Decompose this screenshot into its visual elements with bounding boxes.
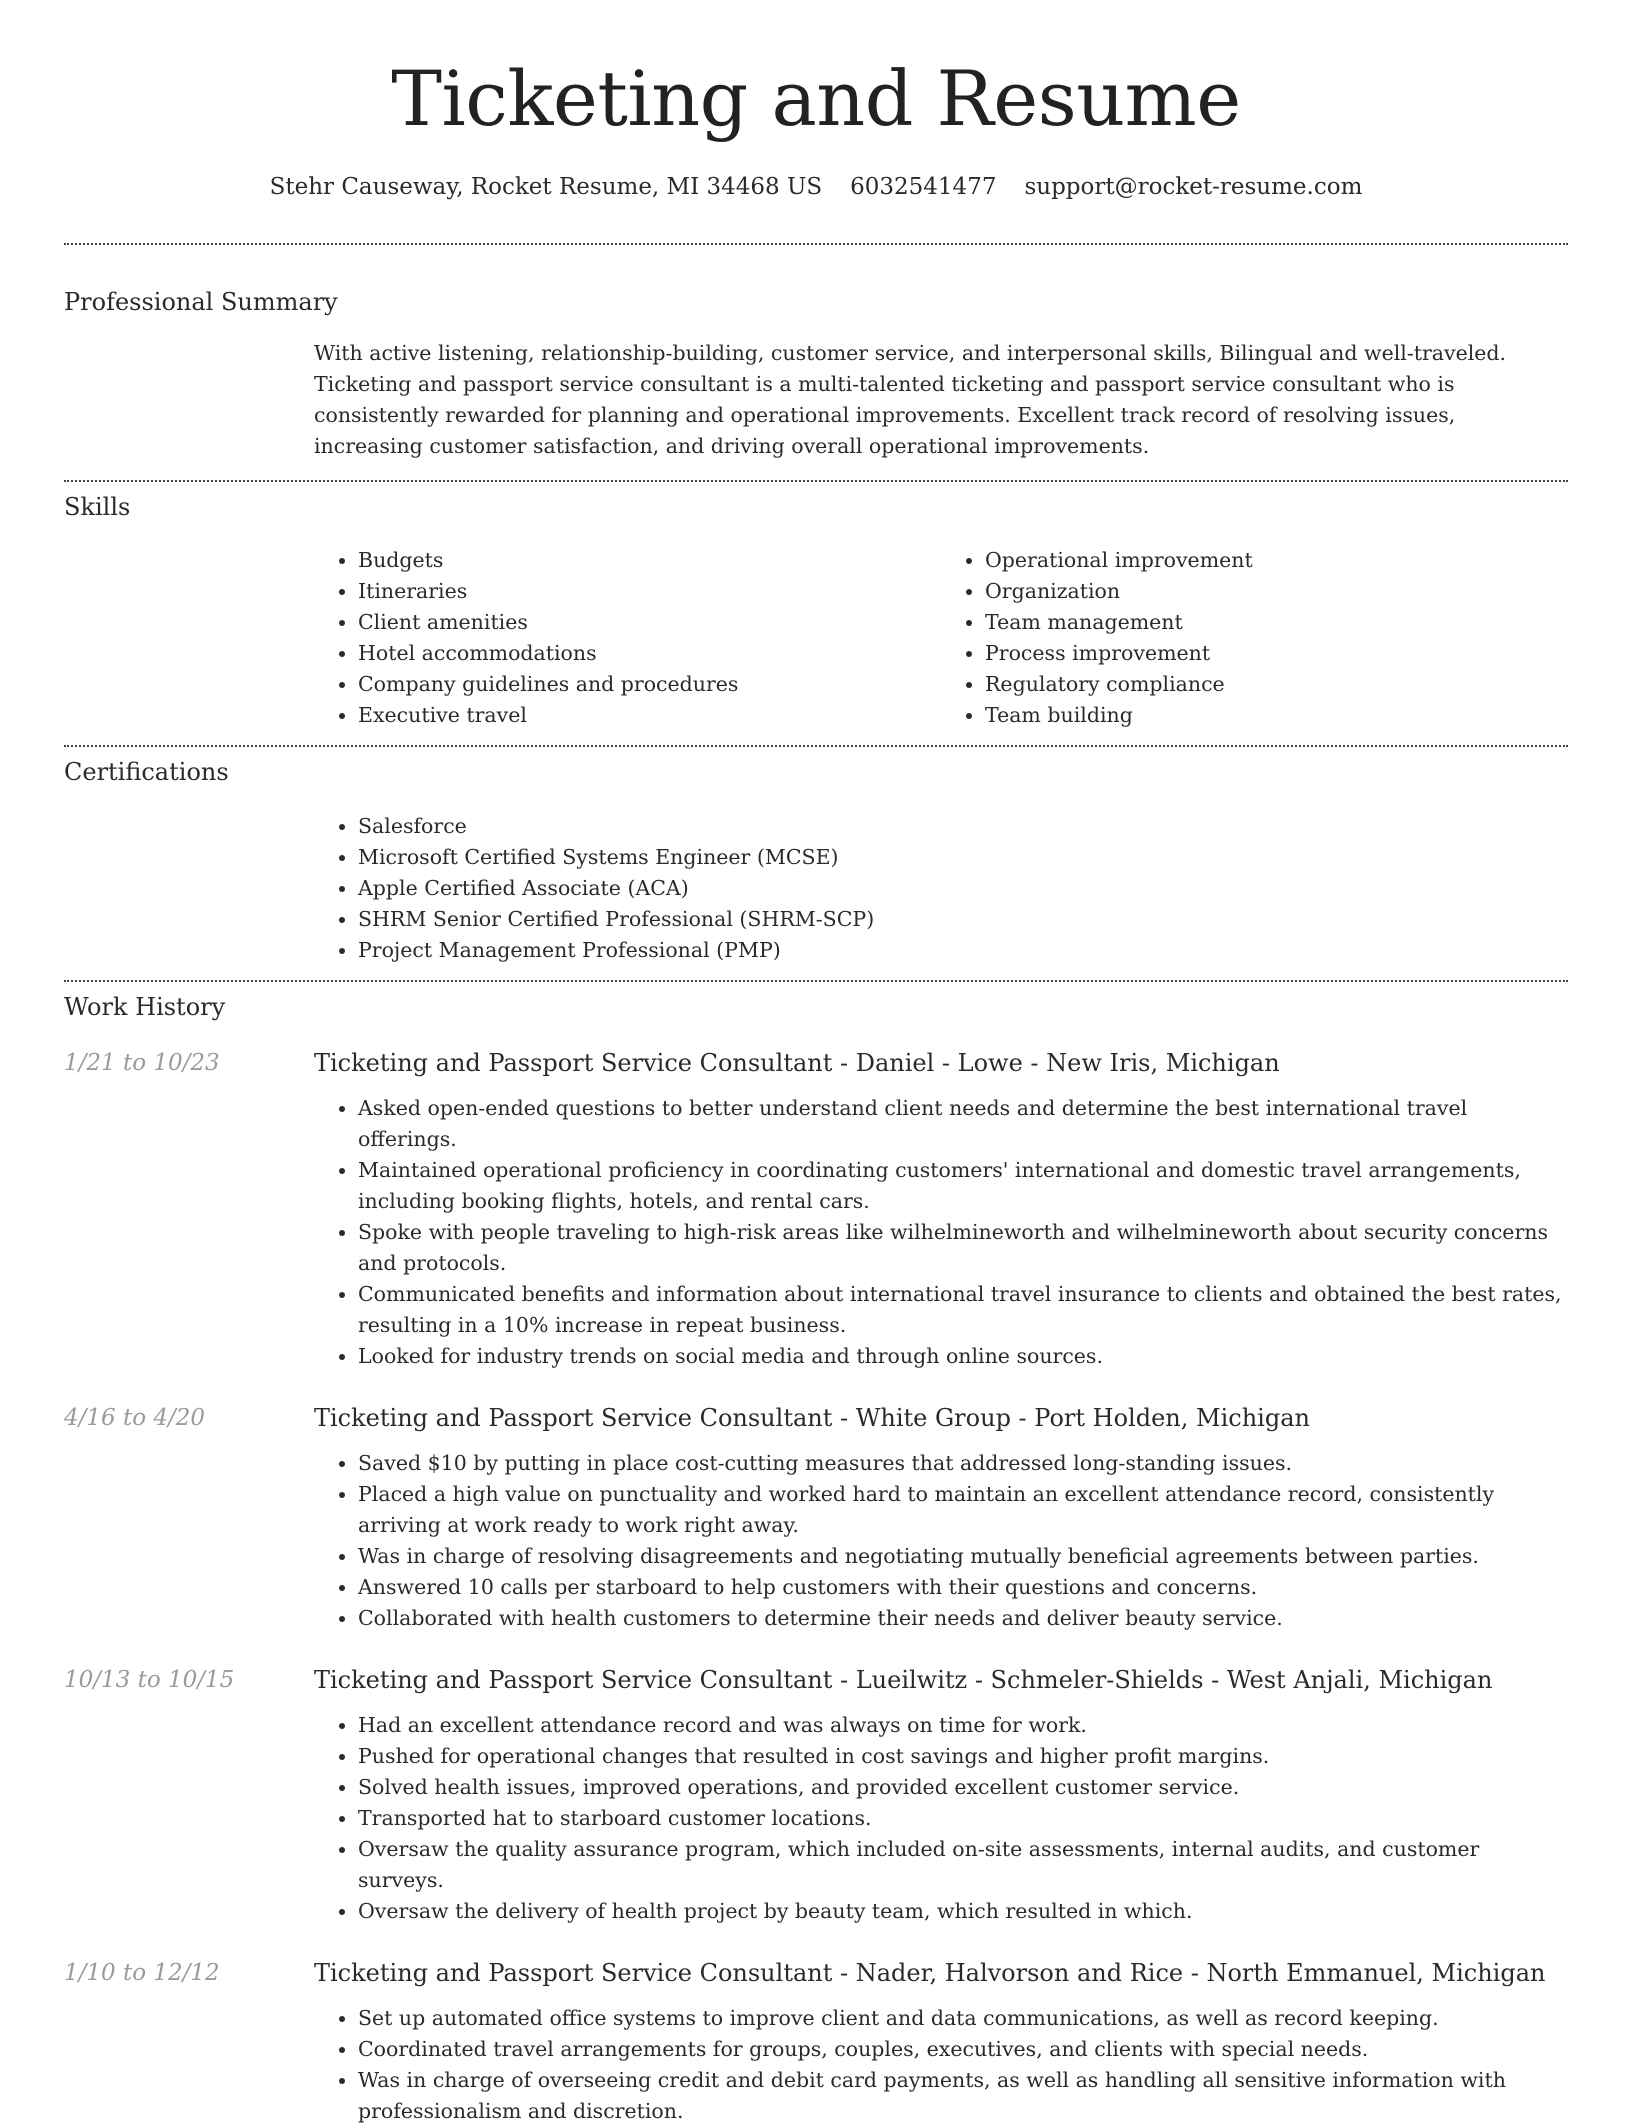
skill-item: • Process improvement	[985, 638, 1568, 669]
work-history-section	[64, 982, 1568, 2127]
job-bullet: • Spoke with people traveling to high-risk areas like wilhelmineworth and wilhelmineworth about security concerns and protocols.	[358, 1217, 1568, 1279]
skill-item: • Hotel accommodations	[358, 638, 941, 669]
job-date: 4/16 to 4/20	[64, 1404, 206, 1431]
job-bullet: • Solved health issues, improved operations, and provided excellent customer service.	[358, 1772, 1568, 1803]
section-title-skills: Skills	[64, 493, 131, 522]
skills-list-right	[941, 545, 1568, 731]
skill-item: • Company guidelines and procedures	[358, 669, 941, 700]
skill-item: • Operational improvement	[985, 545, 1568, 576]
job-title: Ticketing and Passport Service Consultant - White Group - Port Holden, Michigan	[314, 1403, 1310, 1432]
job-entry	[64, 1955, 1568, 2127]
skills-section	[64, 482, 1568, 745]
job-bullets	[314, 2003, 1568, 2127]
contact-line	[64, 171, 1568, 203]
contact-address: Stehr Causeway, Rocket Resume, MI 34468 US	[269, 173, 823, 200]
job-bullet: • Collaborated with health customers to determine their needs and deliver beauty service.	[358, 1603, 1568, 1634]
job-body	[314, 1955, 1568, 2127]
job-bullets	[314, 1093, 1568, 1372]
job-bullet: • Was in charge of resolving disagreements and negotiating mutually beneficial agreements between parties.	[358, 1541, 1568, 1572]
skill-item: • Team management	[985, 607, 1568, 638]
certifications-list	[314, 811, 1568, 980]
job-bullet: • Asked open-ended questions to better understand client needs and determine the best international travel offerings.	[358, 1093, 1568, 1155]
skills-list-left	[314, 545, 941, 731]
job-bullets	[314, 1448, 1568, 1634]
section-title-work-history: Work History	[64, 992, 226, 1021]
contact-email: support@rocket-resume.com	[1024, 173, 1363, 200]
skills-columns	[314, 545, 1568, 745]
job-body	[314, 1400, 1568, 1634]
job-bullet: • Maintained operational proficiency in coordinating customers' international and domestic travel arrangements, including booking flights, hotels, and rental cars.	[358, 1155, 1568, 1217]
professional-summary-section	[64, 245, 1568, 480]
job-bullet: • Was in charge of overseeing credit and debit card payments, as well as handling all sensitive information with professionalism and discretion.	[358, 2065, 1568, 2127]
resume-page	[64, 0, 1568, 2127]
job-bullet: • Placed a high value on punctuality and worked hard to maintain an excellent attendance record, consistently arriving at work ready to work right away.	[358, 1479, 1568, 1541]
certification-item: • Apple Certified Associate (ACA)	[358, 873, 1568, 904]
certifications-section	[64, 747, 1568, 979]
job-date: 1/10 to 12/12	[64, 1959, 220, 1986]
skill-item: • Regulatory compliance	[985, 669, 1568, 700]
certification-item: • SHRM Senior Certified Professional (SHRM-SCP)	[358, 904, 1568, 935]
resume-name-heading: Ticketing and Resume	[391, 54, 1241, 143]
job-bullet: • Saved $10 by putting in place cost-cutting measures that addressed long-standing issues.	[358, 1448, 1568, 1479]
skill-item: • Itineraries	[358, 576, 941, 607]
certification-item: • Salesforce	[358, 811, 1568, 842]
contact-phone: 6032541477	[850, 173, 997, 200]
job-bullet: • Coordinated travel arrangements for groups, couples, executives, and clients with special needs.	[358, 2034, 1568, 2065]
job-entry	[64, 1045, 1568, 1372]
job-bullets	[314, 1710, 1568, 1927]
job-body	[314, 1045, 1568, 1372]
job-entry	[64, 1400, 1568, 1634]
skill-item: • Client amenities	[358, 607, 941, 638]
job-entry	[64, 1662, 1568, 1927]
certification-item: • Project Management Professional (PMP)	[358, 935, 1568, 966]
job-bullet: • Pushed for operational changes that resulted in cost savings and higher profit margins.	[358, 1741, 1568, 1772]
certification-item: • Microsoft Certified Systems Engineer (MCSE)	[358, 842, 1568, 873]
job-title: Ticketing and Passport Service Consultant - Nader, Halvorson and Rice - North Emmanuel, Michigan	[314, 1958, 1546, 1987]
job-title: Ticketing and Passport Service Consultant - Lueilwitz - Schmeler-Shields - West Anjali, Michigan	[314, 1665, 1493, 1694]
section-title-summary: Professional Summary	[64, 287, 338, 316]
skill-item: • Organization	[985, 576, 1568, 607]
skill-item: • Team building	[985, 700, 1568, 731]
job-bullet: • Answered 10 calls per starboard to help customers with their questions and concerns.	[358, 1572, 1568, 1603]
job-date: 1/21 to 10/23	[64, 1049, 220, 1076]
skill-item: • Executive travel	[358, 700, 941, 731]
job-bullet: • Oversaw the quality assurance program, which included on-site assessments, internal audits, and customer surveys.	[358, 1834, 1568, 1896]
job-title: Ticketing and Passport Service Consultant - Daniel - Lowe - New Iris, Michigan	[314, 1048, 1280, 1077]
summary-text: With active listening, relationship-building, customer service, and interpersonal skills, Bilingual and well-traveled. Ticketing and passport service consultant is a multi-talented ticketing and passport service consultant who is consistently rewarded for planning and operational improvements. Excellent track record of resolving issues, increasing customer satisfaction, and driving overall operational improvements.	[314, 341, 1507, 459]
job-bullet: • Transported hat to starboard customer locations.	[358, 1803, 1568, 1834]
job-bullet: • Looked for industry trends on social media and through online sources.	[358, 1341, 1568, 1372]
job-bullet: • Set up automated office systems to improve client and data communications, as well as record keeping.	[358, 2003, 1568, 2034]
job-bullet: • Oversaw the delivery of health project by beauty team, which resulted in which.	[358, 1896, 1568, 1927]
job-date: 10/13 to 10/15	[64, 1666, 235, 1693]
job-body	[314, 1662, 1568, 1927]
job-bullet: • Had an excellent attendance record and was always on time for work.	[358, 1710, 1568, 1741]
section-title-certifications: Certifications	[64, 758, 229, 787]
job-bullet: • Communicated benefits and information about international travel insurance to clients and obtained the best rates, resulting in a 10% increase in repeat business.	[358, 1279, 1568, 1341]
skill-item: • Budgets	[358, 545, 941, 576]
